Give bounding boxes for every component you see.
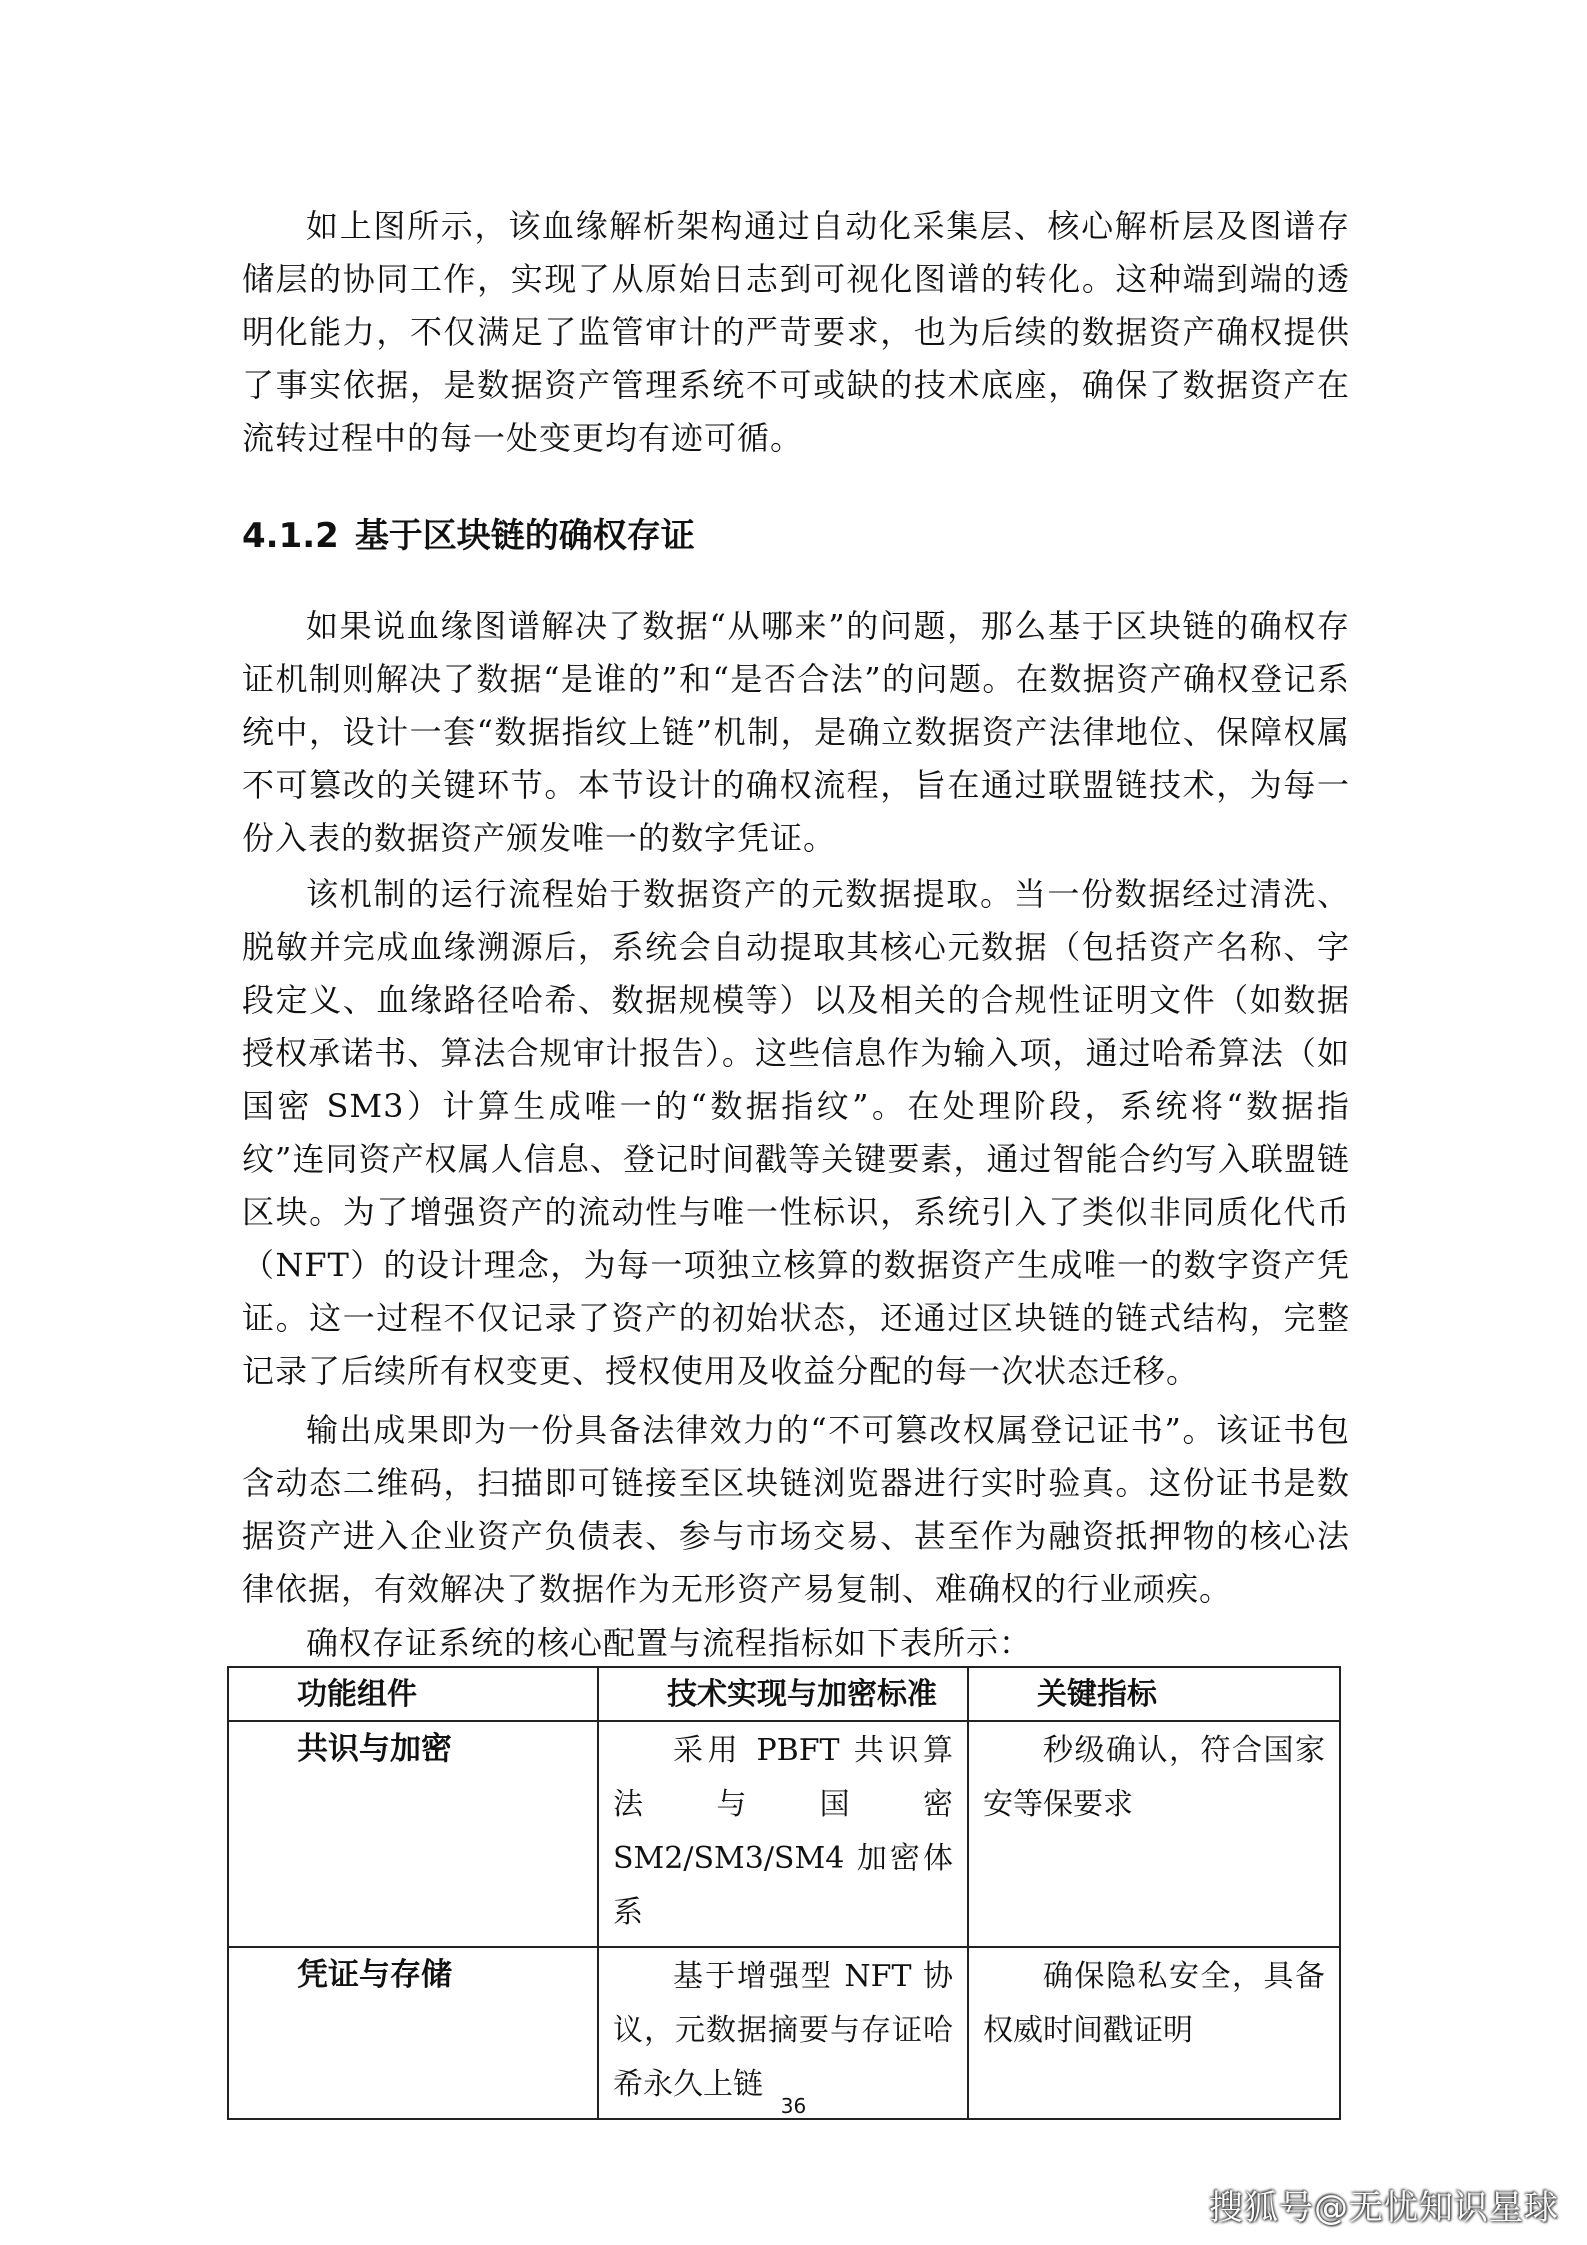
section-number: 4.1.2: [242, 516, 339, 556]
section-heading: [242, 508, 695, 564]
table-header-cell: 关键指标: [968, 1667, 1340, 1721]
table-header-cell: 功能组件: [228, 1667, 598, 1721]
watermark: 搜狐号@无忧知识星球: [1209, 2188, 1559, 2228]
table-cell-metric: 秒级确认，符合国家安等保要求: [968, 1721, 1340, 1947]
table-header-cell: 技术实现与加密标准: [598, 1667, 968, 1721]
body-paragraph: 如上图所示，该血缘解析架构通过自动化采集层、核心解析层及图谱存储层的协同工作，实现了从原始日志到可视化图谱的转化。这种端到端的透明化能力，不仅满足了监管审计的严苛要求，也为后续的数据资产确权提供了事实依据，是数据资产管理系统不可或缺的技术底座，确保了数据资产在流转过程中的每一处变更均有迹可循。: [242, 207, 1350, 457]
page-number: 36: [780, 2094, 807, 2118]
body-paragraph: 如果说血缘图谱解决了数据“从哪来”的问题，那么基于区块链的确权存证机制则解决了数据“是谁的”和“是否合法”的问题。在数据资产确权登记系统中，设计一套“数据指纹上链”机制，是确立数据资产法律地位、保障权属不可篡改的关键环节。本节设计的确权流程，旨在通过联盟链技术，为每一份入表的数据资产颁发唯一的数字凭证。: [242, 607, 1350, 857]
body-paragraph: 输出成果即为一份具备法律效力的“不可篡改权属登记证书”。该证书包含动态二维码，扫描即可链接至区块链浏览器进行实时验真。这份证书是数据资产进入企业资产负债表、参与市场交易、甚至作为融资抵押物的核心法律依据，有效解决了数据作为无形资产易复制、难确权的行业顽疾。: [242, 1411, 1350, 1608]
table-cell-component: 共识与加密: [228, 1721, 598, 1947]
config-table: [227, 1666, 1341, 2120]
table-cell-component: 凭证与存储: [228, 1947, 598, 2119]
body-paragraph: 该机制的运行流程始于数据资产的元数据提取。当一份数据经过清洗、脱敏并完成血缘溯源后，系统会自动提取其核心元数据（包括资产名称、字段定义、血缘路径哈希、数据规模等）以及相关的合规性证明文件（如数据授权承诺书、算法合规审计报告）。这些信息作为输入项，通过哈希算法（如国密 SM3）计算生成唯一的“数据指纹”。在处理阶段，系统将“数据指纹”连同资产权属人信息、登记时间戳等关键要素，通过智能合约写入联盟链区块。为了增强资产的流动性与唯一性标识，系统引入了类似非同质化代币（NFT）的设计理念，为每一项独立核算的数据资产生成唯一的数字资产凭证。这一过程不仅记录了资产的初始状态，还通过区块链的链式结构，完整记录了后续所有权变更、授权使用及收益分配的每一次状态迁移。: [242, 875, 1350, 1390]
table-cell-implementation: 基于增强型 NFT 协议，元数据摘要与存证哈希永久上链: [598, 1947, 968, 2119]
table-intro: 确权存证系统的核心配置与流程指标如下表所示：: [306, 1624, 1033, 1662]
section-title: 基于区块链的确权存证: [354, 516, 695, 556]
table-row: [228, 1721, 1340, 1947]
table-cell-metric: 确保隐私安全，具备权威时间戳证明: [968, 1947, 1340, 2119]
table-header-row: [228, 1667, 1340, 1721]
table-cell-implementation: 采用 PBFT 共识算法与国密 SM2/SM3/SM4 加密体系: [598, 1721, 968, 1947]
